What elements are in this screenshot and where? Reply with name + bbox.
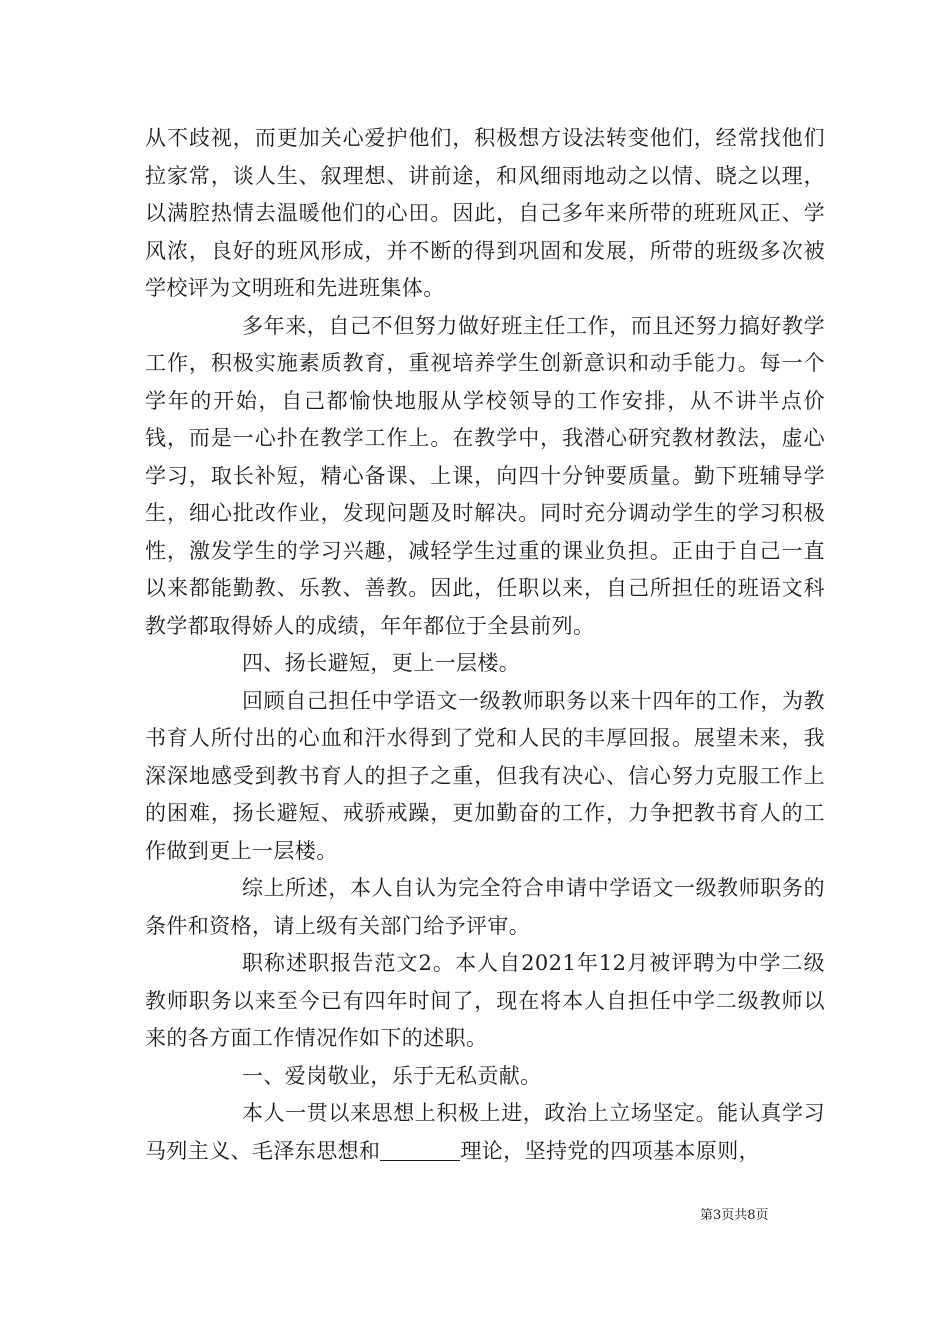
paragraph-text-before-blank: 本人一贯以来思想上积极上进，政治上立场坚定。能认真学习马列主义、毛泽东思想和 bbox=[145, 1101, 825, 1163]
paragraph: 多年来，自己不但努力做好班主任工作，而且还努力搞好教学工作，积极实施素质教育，重视培养学生创新意识和动手能力。每一个学年的开始，自己都愉快地服从学校领导的工作安排，从不讲半点价钱，而是一心扑在教学工作上。在教学中，我潜心研究教材教法，虚心学习，取长补短，精心备课、上课，向四十分钟要质量。勤下班辅导学生，细心批改作业，发现问题及时解决。同时充分调动学生的学习积极性，激发学生的学习兴趣，减轻学生过重的课业负担。正由于自己一直以来都能勤教、乐教、善教。因此，任职以来，自己所担任的班语文科教学都取得娇人的成绩，年年都位于全县前列。 bbox=[145, 313, 825, 638]
document-body bbox=[145, 120, 825, 1170]
section-heading: 四、扬长避短，更上一层楼。 bbox=[242, 651, 521, 675]
fill-in-blank bbox=[380, 1139, 460, 1161]
paragraph: 综上所述，本人自认为完全符合申请中学语文一级教师职务的条件和资格，请上级有关部门给予评审。 bbox=[145, 876, 825, 938]
page-number: 第3页共8页 bbox=[700, 1208, 769, 1223]
paragraph: 职称述职报告范文2。本人自2021年12月被评聘为中学二级教师职务以来至今已有四年时间了，现在将本人自担任中学二级教师以来的各方面工作情况作如下的述职。 bbox=[145, 951, 825, 1050]
paragraph bbox=[145, 1095, 825, 1170]
section-heading: 一、爱岗敬业，乐于无私贡献。 bbox=[242, 1063, 542, 1088]
paragraph: 从不歧视，而更加关心爱护他们，积极想方设法转变他们，经常找他们拉家常，谈人生、叙理想、讲前途，和风细雨地动之以情、晓之以理，以满腔热情去温暖他们的心田。因此，自己多年来所带的班班风正、学风浓，良好的班风形成，并不断的得到巩固和发展，所带的班级多次被学校评为文明班和先进班集体。 bbox=[145, 126, 825, 300]
paragraph-text-after-blank: 理论，坚持党的四项基本原则， bbox=[460, 1138, 761, 1163]
paragraph: 回顾自己担任中学语文一级教师职务以来十四年的工作，为教书育人所付出的心血和汗水得到了党和人民的丰厚回报。展望未来，我深深地感受到教书育人的担子之重，但我有决心、信心努力克服工作上的困难，扬长避短、戒骄戒躁，更加勤奋的工作，力争把教书育人的工作做到更上一层楼。 bbox=[145, 688, 825, 863]
